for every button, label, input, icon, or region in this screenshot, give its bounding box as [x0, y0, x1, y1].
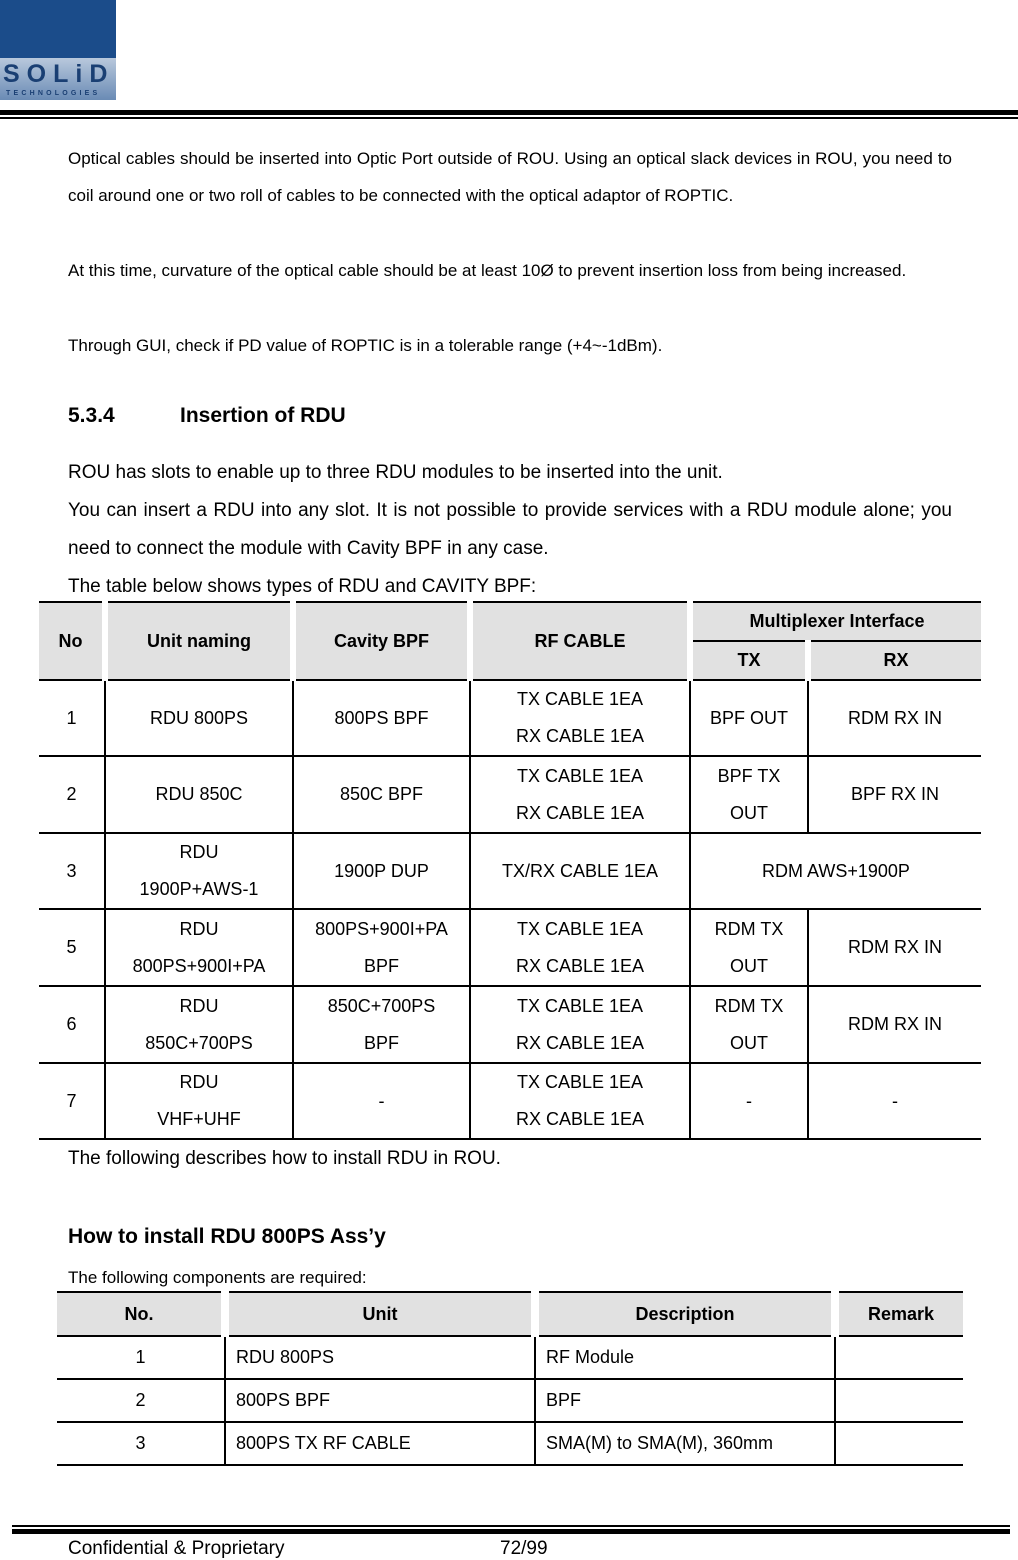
col-header-description: Description — [535, 1292, 835, 1336]
cell-rf: TX/RX CABLE 1EA — [470, 833, 690, 909]
cell-no: 3 — [57, 1422, 225, 1465]
col-header-cavity: Cavity BPF — [293, 602, 470, 680]
rdu-types-table — [39, 601, 981, 1140]
cell-unit: RDU 800PS — [225, 1336, 535, 1379]
cell-no: 1 — [57, 1336, 225, 1379]
install-heading: How to install RDU 800PS Ass’y — [68, 1225, 386, 1248]
section-heading — [68, 404, 346, 428]
cell-unit: 800PS TX RF CABLE — [225, 1422, 535, 1465]
col-header-no: No. — [57, 1292, 225, 1336]
cell-description: BPF — [535, 1379, 835, 1422]
cell-rx: - — [808, 1063, 981, 1139]
cell-cavity: 850C+700PS BPF — [293, 986, 470, 1063]
col-header-no: No — [39, 602, 105, 680]
cell-cavity: 800PS+900I+PA BPF — [293, 909, 470, 986]
cell-rf: TX CABLE 1EA RX CABLE 1EA — [470, 909, 690, 986]
cell-cavity: 800PS BPF — [293, 680, 470, 756]
cell-tx: BPF TX OUT — [690, 756, 808, 833]
cell-rx: RDM RX IN — [808, 986, 981, 1063]
cell-tx: - — [690, 1063, 808, 1139]
cell-unit: RDU 800PS — [105, 680, 293, 756]
header-rule-thin — [0, 117, 1018, 119]
footer-rule-thin — [12, 1525, 1010, 1527]
section-line-3: The table below shows types of RDU and CAVITY BPF: — [68, 576, 537, 597]
cell-no: 6 — [39, 986, 105, 1063]
col-header-remark: Remark — [835, 1292, 963, 1336]
after-table-text: The following describes how to install RDU in ROU. — [68, 1148, 501, 1169]
cell-cavity: 1900P DUP — [293, 833, 470, 909]
section-number: 5.3.4 — [68, 404, 115, 427]
cell-rf: TX CABLE 1EA RX CABLE 1EA — [470, 680, 690, 756]
cell-rf: TX CABLE 1EA RX CABLE 1EA — [470, 756, 690, 833]
col-header-unit: Unit naming — [105, 602, 293, 680]
cell-unit: 800PS BPF — [225, 1379, 535, 1422]
cell-cavity: 850C BPF — [293, 756, 470, 833]
cell-rx: RDM RX IN — [808, 909, 981, 986]
header-rule-thick — [0, 110, 1018, 115]
section-title: Insertion of RDU — [180, 404, 346, 427]
cell-remark — [835, 1379, 963, 1422]
footer-confidential: Confidential & Proprietary — [68, 1538, 285, 1559]
table-row — [39, 680, 981, 756]
intro-paragraph-1: Optical cables should be inserted into Optic Port outside of ROU. Using an optical slack devices in ROU, you need to coil around one or two roll of cables to be connected with the optical adaptor of ROPTIC. — [68, 149, 952, 205]
col-header-unit: Unit — [225, 1292, 535, 1336]
cell-unit: RDU 850C — [105, 756, 293, 833]
cell-remark — [835, 1422, 963, 1465]
section-line-2: You can insert a RDU into any slot. It is not possible to provide services with a RDU module alone; you need to connect the module with Cavity BPF in any case. — [68, 500, 952, 559]
table-row — [39, 1063, 981, 1139]
section-line-1: ROU has slots to enable up to three RDU modules to be inserted into the unit. — [68, 462, 723, 483]
cell-tx: RDM TX OUT — [690, 909, 808, 986]
cell-tx: BPF OUT — [690, 680, 808, 756]
table-row — [39, 756, 981, 833]
cell-mux-merged: RDM AWS+1900P — [690, 833, 981, 909]
cell-unit: RDU VHF+UHF — [105, 1063, 293, 1139]
col-header-rx: RX — [808, 641, 981, 680]
footer-rule-thick — [12, 1529, 1010, 1534]
cell-unit: RDU 800PS+900I+PA — [105, 909, 293, 986]
cell-remark — [835, 1336, 963, 1379]
cell-rx: BPF RX IN — [808, 756, 981, 833]
table-row — [39, 909, 981, 986]
cell-no: 2 — [39, 756, 105, 833]
cell-no: 7 — [39, 1063, 105, 1139]
cell-unit: RDU 850C+700PS — [105, 986, 293, 1063]
logo-top-block — [0, 0, 116, 60]
cell-unit: RDU 1900P+AWS-1 — [105, 833, 293, 909]
cell-rf: TX CABLE 1EA RX CABLE 1EA — [470, 986, 690, 1063]
cell-no: 2 — [57, 1379, 225, 1422]
table-row — [57, 1422, 963, 1465]
cell-rx: RDM RX IN — [808, 680, 981, 756]
components-table — [57, 1291, 963, 1466]
table-row — [57, 1336, 963, 1379]
cell-description: SMA(M) to SMA(M), 360mm — [535, 1422, 835, 1465]
company-logo — [0, 0, 116, 100]
cell-description: RF Module — [535, 1336, 835, 1379]
intro-paragraph-3: Through GUI, check if PD value of ROPTIC is in a tolerable range (+4~-1dBm). — [68, 336, 663, 355]
col-header-tx: TX — [690, 641, 808, 680]
cell-no: 3 — [39, 833, 105, 909]
logo-subtitle: TECHNOLOGIES — [6, 90, 101, 97]
page-number: 72/99 — [500, 1538, 548, 1559]
cell-tx: RDM TX OUT — [690, 986, 808, 1063]
logo-wordmark: SOLiD — [3, 60, 115, 88]
required-components-text: The following components are required: — [68, 1268, 367, 1287]
table-row — [39, 986, 981, 1063]
cell-no: 5 — [39, 909, 105, 986]
cell-cavity: - — [293, 1063, 470, 1139]
table-row — [57, 1379, 963, 1422]
cell-rf: TX CABLE 1EA RX CABLE 1EA — [470, 1063, 690, 1139]
table-row — [39, 833, 981, 909]
col-header-rf-cable: RF CABLE — [470, 602, 690, 680]
col-header-mux: Multiplexer Interface — [690, 602, 981, 641]
cell-no: 1 — [39, 680, 105, 756]
intro-paragraph-2: At this time, curvature of the optical cable should be at least 10Ø to prevent insertion loss from being increased. — [68, 261, 907, 280]
